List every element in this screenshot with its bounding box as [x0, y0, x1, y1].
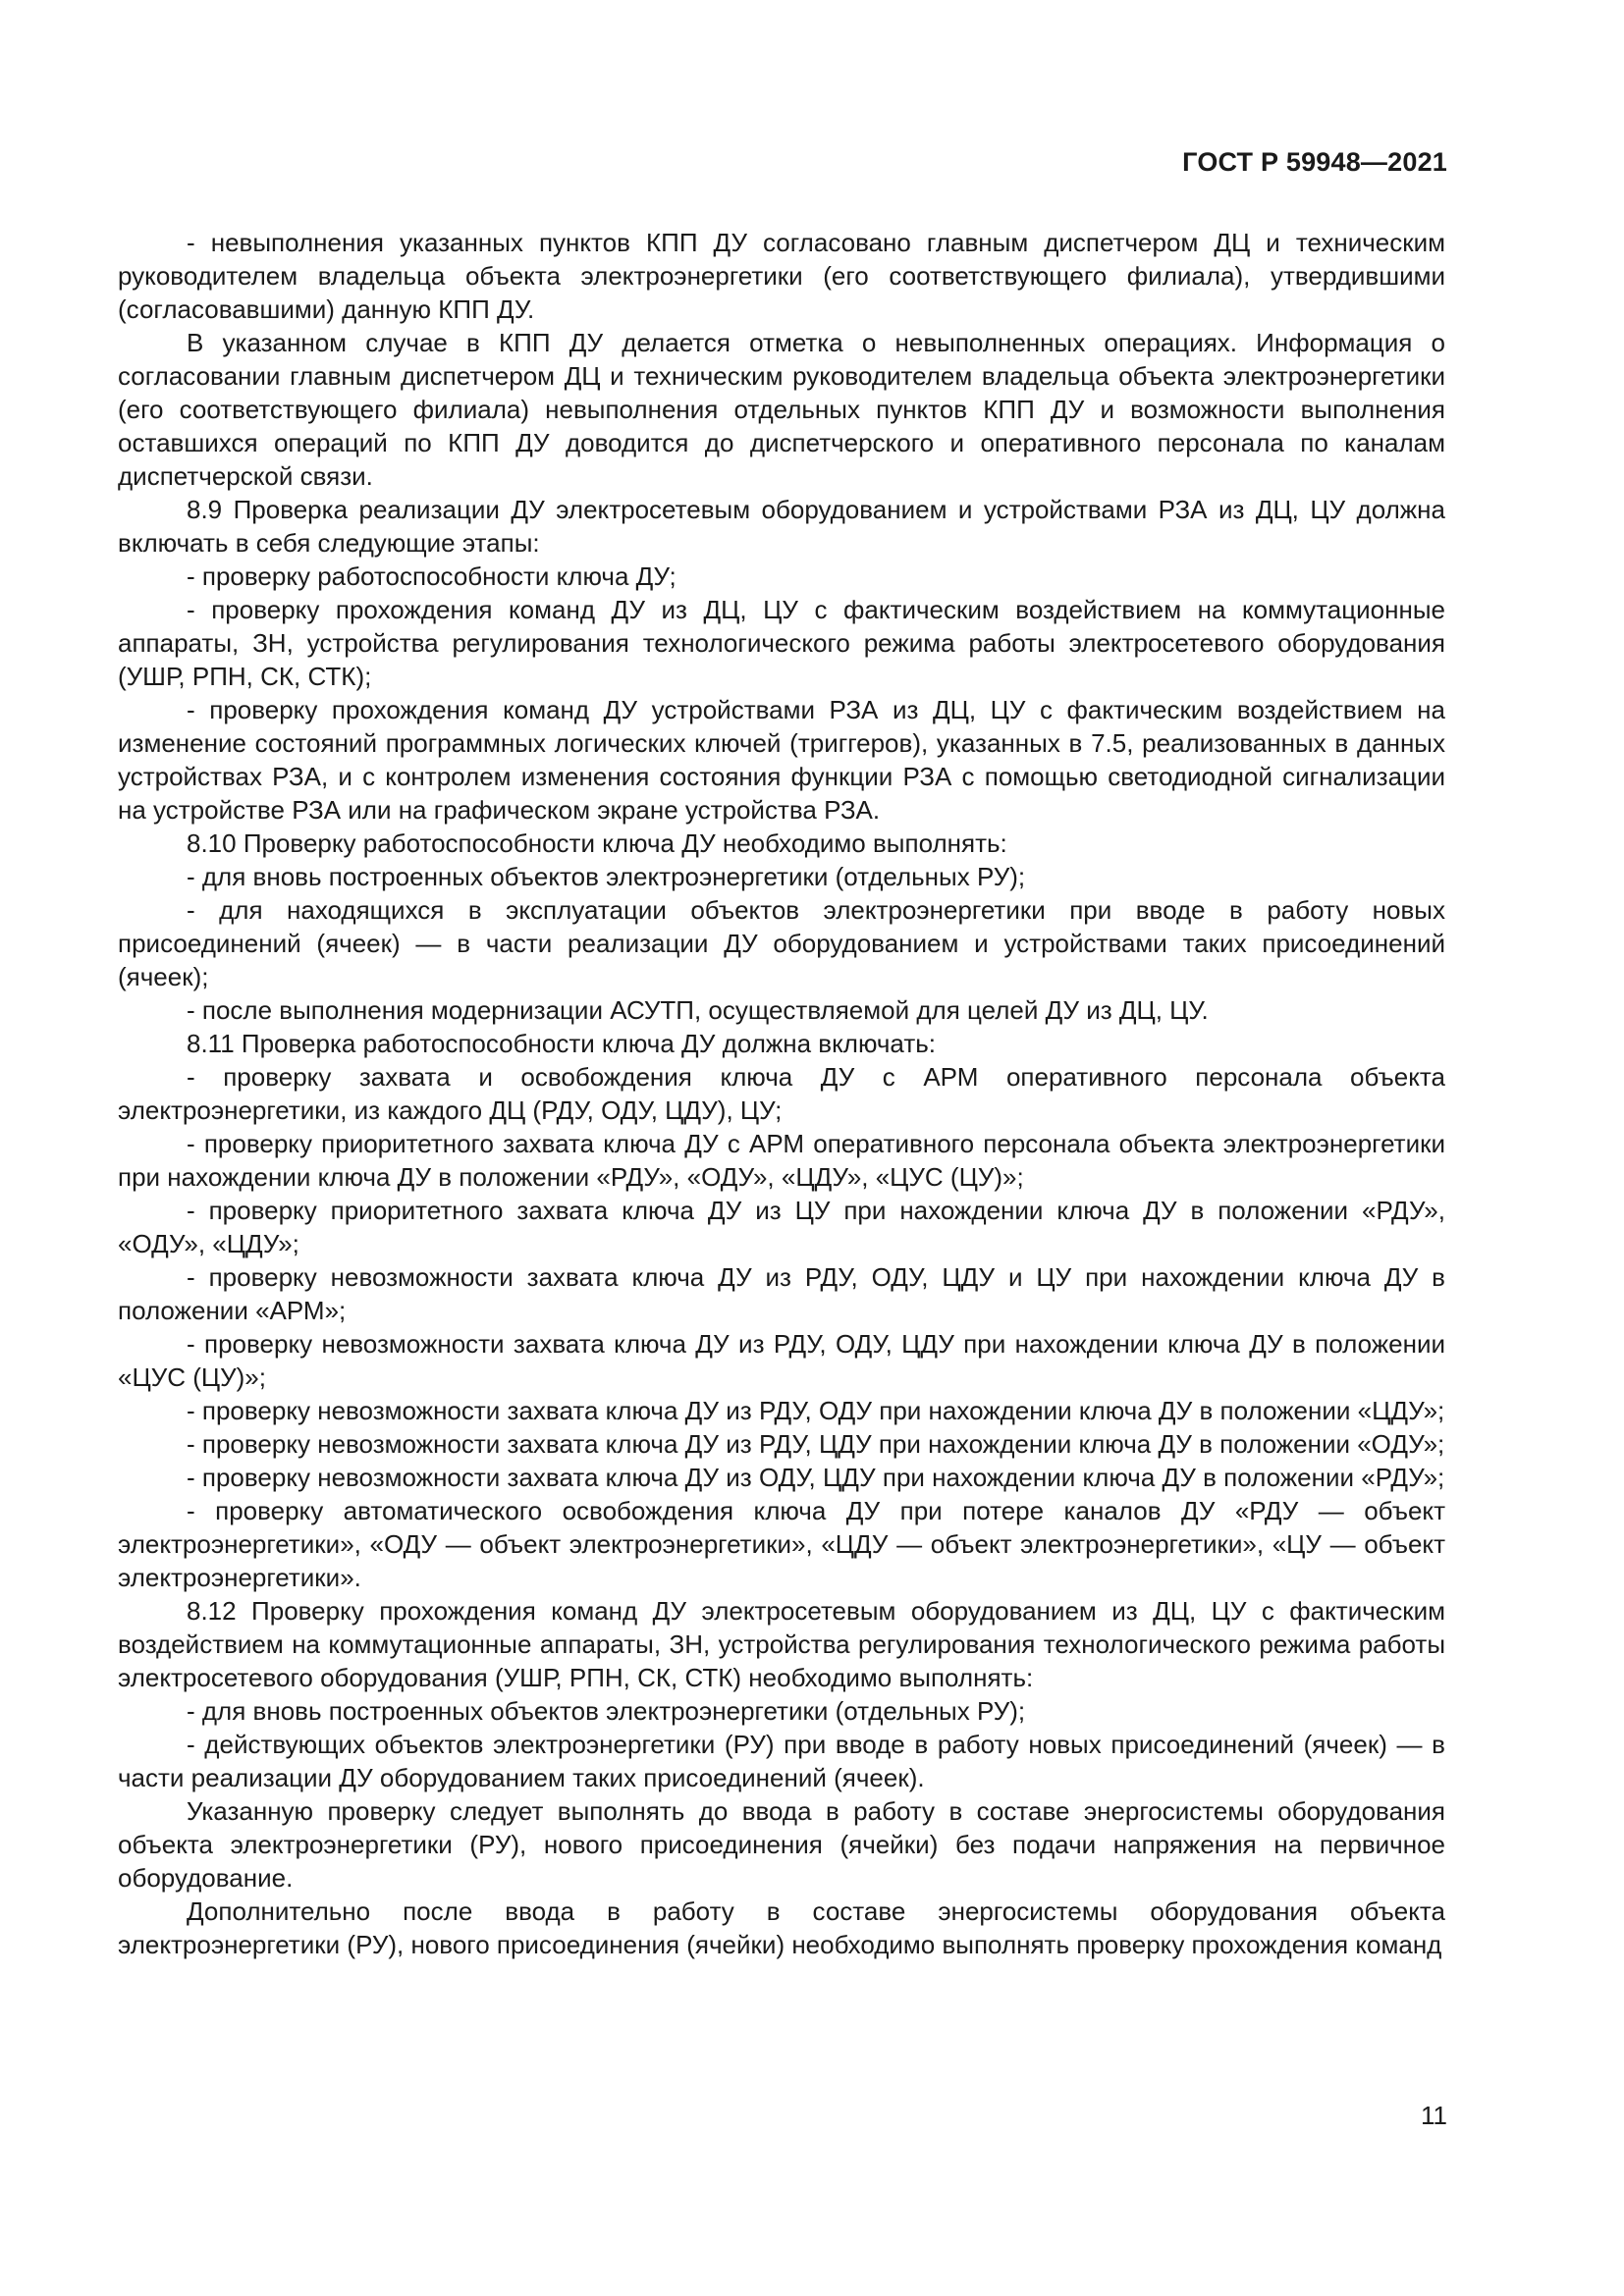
paragraph: - проверку невозможности захвата ключа ДУ из РДУ, ОДУ, ЦДУ при нахождении ключа ДУ в положении «ЦУС (ЦУ)»; — [118, 1329, 1445, 1392]
document-code-header: ГОСТ Р 59948—2021 — [1182, 147, 1447, 177]
paragraph: - проверку приоритетного захвата ключа ДУ из ЦУ при нахождении ключа ДУ в положении «РДУ», «ОДУ», «ЦДУ»; — [118, 1196, 1445, 1258]
paragraph: - для вновь построенных объектов электроэнергетики (отдельных РУ); — [187, 862, 1026, 891]
paragraph: 8.11 Проверка работоспособности ключа ДУ должна включать: — [187, 1029, 937, 1058]
paragraph: - проверку невозможности захвата ключа ДУ из РДУ, ЦДУ при нахождении ключа ДУ в положении «ОДУ»; — [187, 1429, 1445, 1459]
paragraph: - проверку невозможности захвата ключа ДУ из ОДУ, ЦДУ при нахождении ключа ДУ в положении «РДУ»; — [187, 1463, 1445, 1492]
paragraph: Указанную проверку следует выполнять до ввода в работу в составе энергосистемы оборудования объекта электроэнергетики (РУ), нового присоединения (ячейки) без подачи напряжения на первичное оборудование. — [118, 1796, 1445, 1893]
paragraph: 8.10 Проверку работоспособности ключа ДУ необходимо выполнять: — [187, 828, 1007, 858]
paragraph: - проверку автоматического освобождения ключа ДУ при потере каналов ДУ «РДУ — объект электроэнергетики», «ОДУ — объект электроэнергетики», «ЦДУ — объект электроэнергетики», «ЦУ — объект электроэнергетики». — [118, 1496, 1445, 1592]
paragraph: В указанном случае в КПП ДУ делается отметка о невыполненных операциях. Информация о согласовании главным диспетчером ДЦ и техническим руководителем владельца объекта электроэнергетики (его соответствующего филиала) невыполнения отдельных пунктов КПП ДУ и возможности выполнения оставшихся операций по КПП ДУ доводится до диспетчерского и оперативного персонала по каналам диспетчерской связи. — [118, 328, 1445, 491]
paragraph: Дополнительно после ввода в работу в составе энергосистемы оборудования объекта электроэнергетики (РУ), нового присоединения (ячейки) необходимо выполнять проверку прохождения команд — [118, 1896, 1445, 1959]
paragraph: - невыполнения указанных пунктов КПП ДУ согласовано главным диспетчером ДЦ и техническим руководителем владельца объекта электроэнергетики (его соответствующего филиала), утвердившими (согласовавшими) данную КПП ДУ. — [118, 228, 1445, 324]
paragraph: - проверку невозможности захвата ключа ДУ из РДУ, ОДУ, ЦДУ и ЦУ при нахождении ключа ДУ в положении «АРМ»; — [118, 1262, 1445, 1325]
paragraph: - для находящихся в эксплуатации объектов электроэнергетики при вводе в работу новых присоединений (ячеек) — в части реализации ДУ оборудованием и устройствами таких присоединений (ячеек); — [118, 895, 1445, 991]
paragraph: - действующих объектов электроэнергетики (РУ) при вводе в работу новых присоединений (ячеек) — в части реализации ДУ оборудованием таких присоединений (ячеек). — [118, 1730, 1445, 1792]
page-number: 11 — [1421, 2101, 1447, 2130]
body-text — [118, 226, 1445, 1961]
paragraph: - проверку невозможности захвата ключа ДУ из РДУ, ОДУ при нахождении ключа ДУ в положении «ЦДУ»; — [187, 1396, 1445, 1425]
paragraph: 8.9 Проверка реализации ДУ электросетевым оборудованием и устройствами РЗА из ДЦ, ЦУ должна включать в себя следующие этапы: — [118, 495, 1445, 558]
paragraph: - проверку работоспособности ключа ДУ; — [187, 561, 677, 591]
paragraph: - для вновь построенных объектов электроэнергетики (отдельных РУ); — [187, 1696, 1026, 1726]
paragraph: - проверку прохождения команд ДУ устройствами РЗА из ДЦ, ЦУ с фактическим воздействием на изменение состояний программных логических ключей (триггеров), указанных в 7.5, реализованных в данных устройствах РЗА, и с контролем изменения состояния функции РЗА с помощью светодиодной сигнализации на устройстве РЗА или на графическом экране устройства РЗА. — [118, 695, 1445, 825]
paragraph: - проверку прохождения команд ДУ из ДЦ, ЦУ с фактическим воздействием на коммутационные аппараты, ЗН, устройства регулирования технологического режима работы электросетевого оборудования (УШР, РПН, СК, СТК); — [118, 595, 1445, 691]
paragraph: 8.12 Проверку прохождения команд ДУ электросетевым оборудованием из ДЦ, ЦУ с фактическим воздействием на коммутационные аппараты, ЗН, устройства регулирования технологического режима работы электросетевого оборудования (УШР, РПН, СК, СТК) необходимо выполнять: — [118, 1596, 1445, 1692]
paragraph: - после выполнения модернизации АСУТП, осуществляемой для целей ДУ из ДЦ, ЦУ. — [187, 995, 1209, 1025]
paragraph: - проверку приоритетного захвата ключа ДУ с АРМ оперативного персонала объекта электроэнергетики при нахождении ключа ДУ в положении «РДУ», «ОДУ», «ЦДУ», «ЦУС (ЦУ)»; — [118, 1129, 1445, 1192]
paragraph: - проверку захвата и освобождения ключа ДУ с АРМ оперативного персонала объекта электроэнергетики, из каждого ДЦ (РДУ, ОДУ, ЦДУ), ЦУ; — [118, 1062, 1445, 1125]
